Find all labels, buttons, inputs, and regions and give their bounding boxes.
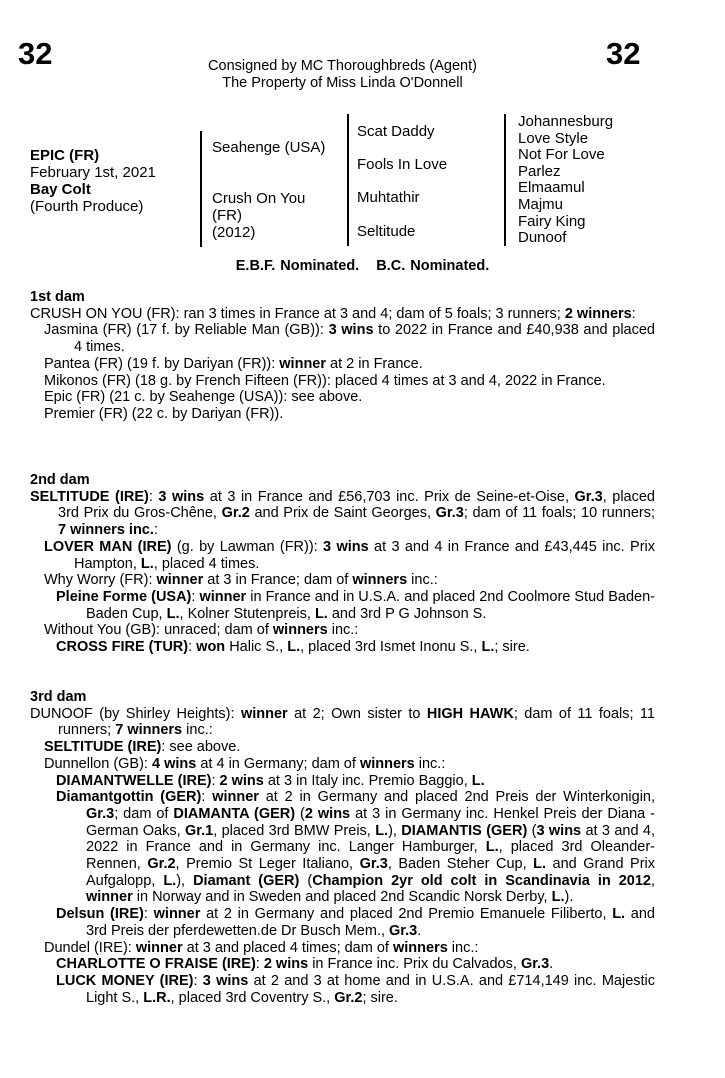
pedigree-paragraph: DUNOOF (by Shirley Heights): winner at 2; Own sister to HIGH HAWK; dam of 11 foals; 11 runners; 7 winners inc.: <box>30 705 655 739</box>
ggp-item: Fairy King <box>518 212 586 230</box>
pedigree-paragraph: LUCK MONEY (IRE): 3 wins at 2 and 3 at home and in U.S.A. and £714,149 inc. Majestic Light S., L.R., placed 3rd Coventry S., Gr.2; sire. <box>56 972 656 1006</box>
first-dam-section <box>30 289 655 423</box>
horse-name: EPIC (FR) <box>30 147 100 164</box>
pedigree-paragraph: Dunnellon (GB): 4 wins at 4 in Germany; dam of winners inc.: <box>44 755 446 772</box>
pedigree-dam-dam: Seltitude <box>357 223 416 240</box>
pedigree-bracket-2 <box>347 114 349 246</box>
ggp-item: Majmu <box>518 195 564 213</box>
bc-nomination: B.C. Nominated. <box>376 258 490 274</box>
ggp-item: Dunoof <box>518 229 567 247</box>
section-body <box>30 489 655 656</box>
pedigree-dam <box>212 190 305 241</box>
pedigree-dam-country: (FR) <box>212 207 242 224</box>
ebf-nomination: E.B.F. Nominated. <box>235 258 360 274</box>
pedigree-dam-name: Crush On You <box>212 190 306 207</box>
horse-info <box>30 147 156 215</box>
pedigree-dam-year: (2012) <box>212 224 256 241</box>
horse-dob: February 1st, 2021 <box>30 164 156 181</box>
ggp-item: Love Style <box>518 129 589 147</box>
pedigree-paragraph: SELTITUDE (IRE): see above. <box>44 739 241 756</box>
pedigree-sire-sire: Scat Daddy <box>357 123 435 140</box>
horse-sex: Bay Colt <box>30 181 91 198</box>
pedigree-paragraph: CRUSH ON YOU (FR): ran 3 times in France at 3 and 4; dam of 5 foals; 3 runners; 2 winners: <box>30 305 636 322</box>
consignor-line: Consigned by MC Thoroughbreds (Agent) <box>208 58 477 74</box>
pedigree-paragraph: Premier (FR) (22 c. by Dariyan (FR)). <box>44 405 284 422</box>
pedigree-paragraph: LOVER MAN (IRE) (g. by Lawman (FR)): 3 wins at 3 and 4 in France and £43,445 inc. Prix Hampton, L., placed 4 times. <box>44 538 656 572</box>
pedigree-bracket-3 <box>504 114 506 246</box>
pedigree-paragraph: Diamantgottin (GER): winner at 2 in Germany and placed 2nd Preis der Winterkonigin, Gr.3; dam of DIAMANTA (GER) (2 wins at 3 in Germany inc. Henkel Preis der Diana - German Oaks, Gr.1, placed 3rd BMW Preis, L.), DIAMANTIS (GER) (3 wins at 3 and 4, 2022 in France and in Germany inc. Langer Hamburger, L., placed 3rd Oleander-Rennen, Gr.2, Premio St Leger Italiano, Gr.3, Baden Steher Cup, L. and Grand Prix Aufgalopp, L.), Diamant (GER) (Champion 2yr old colt in Scandinavia in 2012, winner in Norway and in Sweden and placed 2nd Scandic Norsk Derby, L.). <box>56 789 656 906</box>
third-dam-section <box>30 689 655 1006</box>
pedigree-paragraph: Jasmina (FR) (17 f. by Reliable Man (GB)): 3 wins to 2022 in France and £40,938 and placed 4 times. <box>44 322 655 356</box>
pedigree-bracket-1 <box>200 131 202 247</box>
lot-number-left: 32 <box>18 36 53 71</box>
section-heading: 3rd dam <box>30 689 87 705</box>
pedigree-sire-dam: Fools In Love <box>357 156 448 173</box>
horse-produce: (Fourth Produce) <box>30 198 144 215</box>
pedigree-sire: Seahenge (USA) <box>212 139 326 156</box>
section-body <box>30 306 655 423</box>
ggp-item: Elmaamul <box>518 179 585 197</box>
pedigree-paragraph: CHARLOTTE O FRAISE (IRE): 2 wins in France inc. Prix du Calvados, Gr.3. <box>56 956 554 973</box>
ggp-item: Not For Love <box>518 146 605 164</box>
section-body <box>30 706 655 1007</box>
ggp-item: Parlez <box>518 162 561 180</box>
nominations <box>0 258 725 274</box>
lot-number-right: 32 <box>606 36 641 71</box>
pedigree-paragraph: DIAMANTWELLE (IRE): 2 wins at 3 in Italy inc. Premio Baggio, L. <box>56 772 485 789</box>
pedigree-paragraph: CROSS FIRE (TUR): won Halic S., L., placed 3rd Ismet Inonu S., L.; sire. <box>56 639 530 656</box>
pedigree-paragraph: Delsun (IRE): winner at 2 in Germany and placed 2nd Premio Emanuele Filiberto, L. and 3rd Preis der pferdewetten.de Dr Busch Mem., Gr.3. <box>56 906 655 939</box>
section-heading: 1st dam <box>30 289 85 305</box>
section-heading: 2nd dam <box>30 472 90 488</box>
pedigree-paragraph: Mikonos (FR) (18 g. by French Fifteen (FR)): placed 4 times at 3 and 4, 2022 in France. <box>44 372 606 389</box>
ggp-item: Johannesburg <box>518 113 614 130</box>
pedigree-paragraph: Pantea (FR) (19 f. by Dariyan (FR)): winner at 2 in France. <box>44 355 423 372</box>
pedigree-great-grandparents <box>518 114 613 247</box>
property-line: The Property of Miss Linda O'Donnell <box>222 75 463 91</box>
second-dam-section <box>30 472 655 656</box>
pedigree-dam-sire: Muhtathir <box>357 189 420 206</box>
pedigree-paragraph: Without You (GB): unraced; dam of winners inc.: <box>44 622 359 639</box>
pedigree-paragraph: Dundel (IRE): winner at 3 and placed 4 times; dam of winners inc.: <box>44 939 479 956</box>
pedigree-paragraph: SELTITUDE (IRE): 3 wins at 3 in France and £56,703 inc. Prix de Seine-et-Oise, Gr.3, placed 3rd Prix du Gros-Chêne, Gr.2 and Prix de Saint Georges, Gr.3; dam of 11 foals; 10 runners; 7 winners inc.: <box>30 488 656 539</box>
pedigree-paragraph: Why Worry (FR): winner at 3 in France; dam of winners inc.: <box>44 572 438 589</box>
pedigree-paragraph: Pleine Forme (USA): winner in France and in U.S.A. and placed 2nd Coolmore Stud Baden-Baden Cup, L., Kolner Stutenpreis, L. and 3rd P G Johnson S. <box>56 588 656 622</box>
pedigree-paragraph: Epic (FR) (21 c. by Seahenge (USA)): see above. <box>44 389 363 406</box>
